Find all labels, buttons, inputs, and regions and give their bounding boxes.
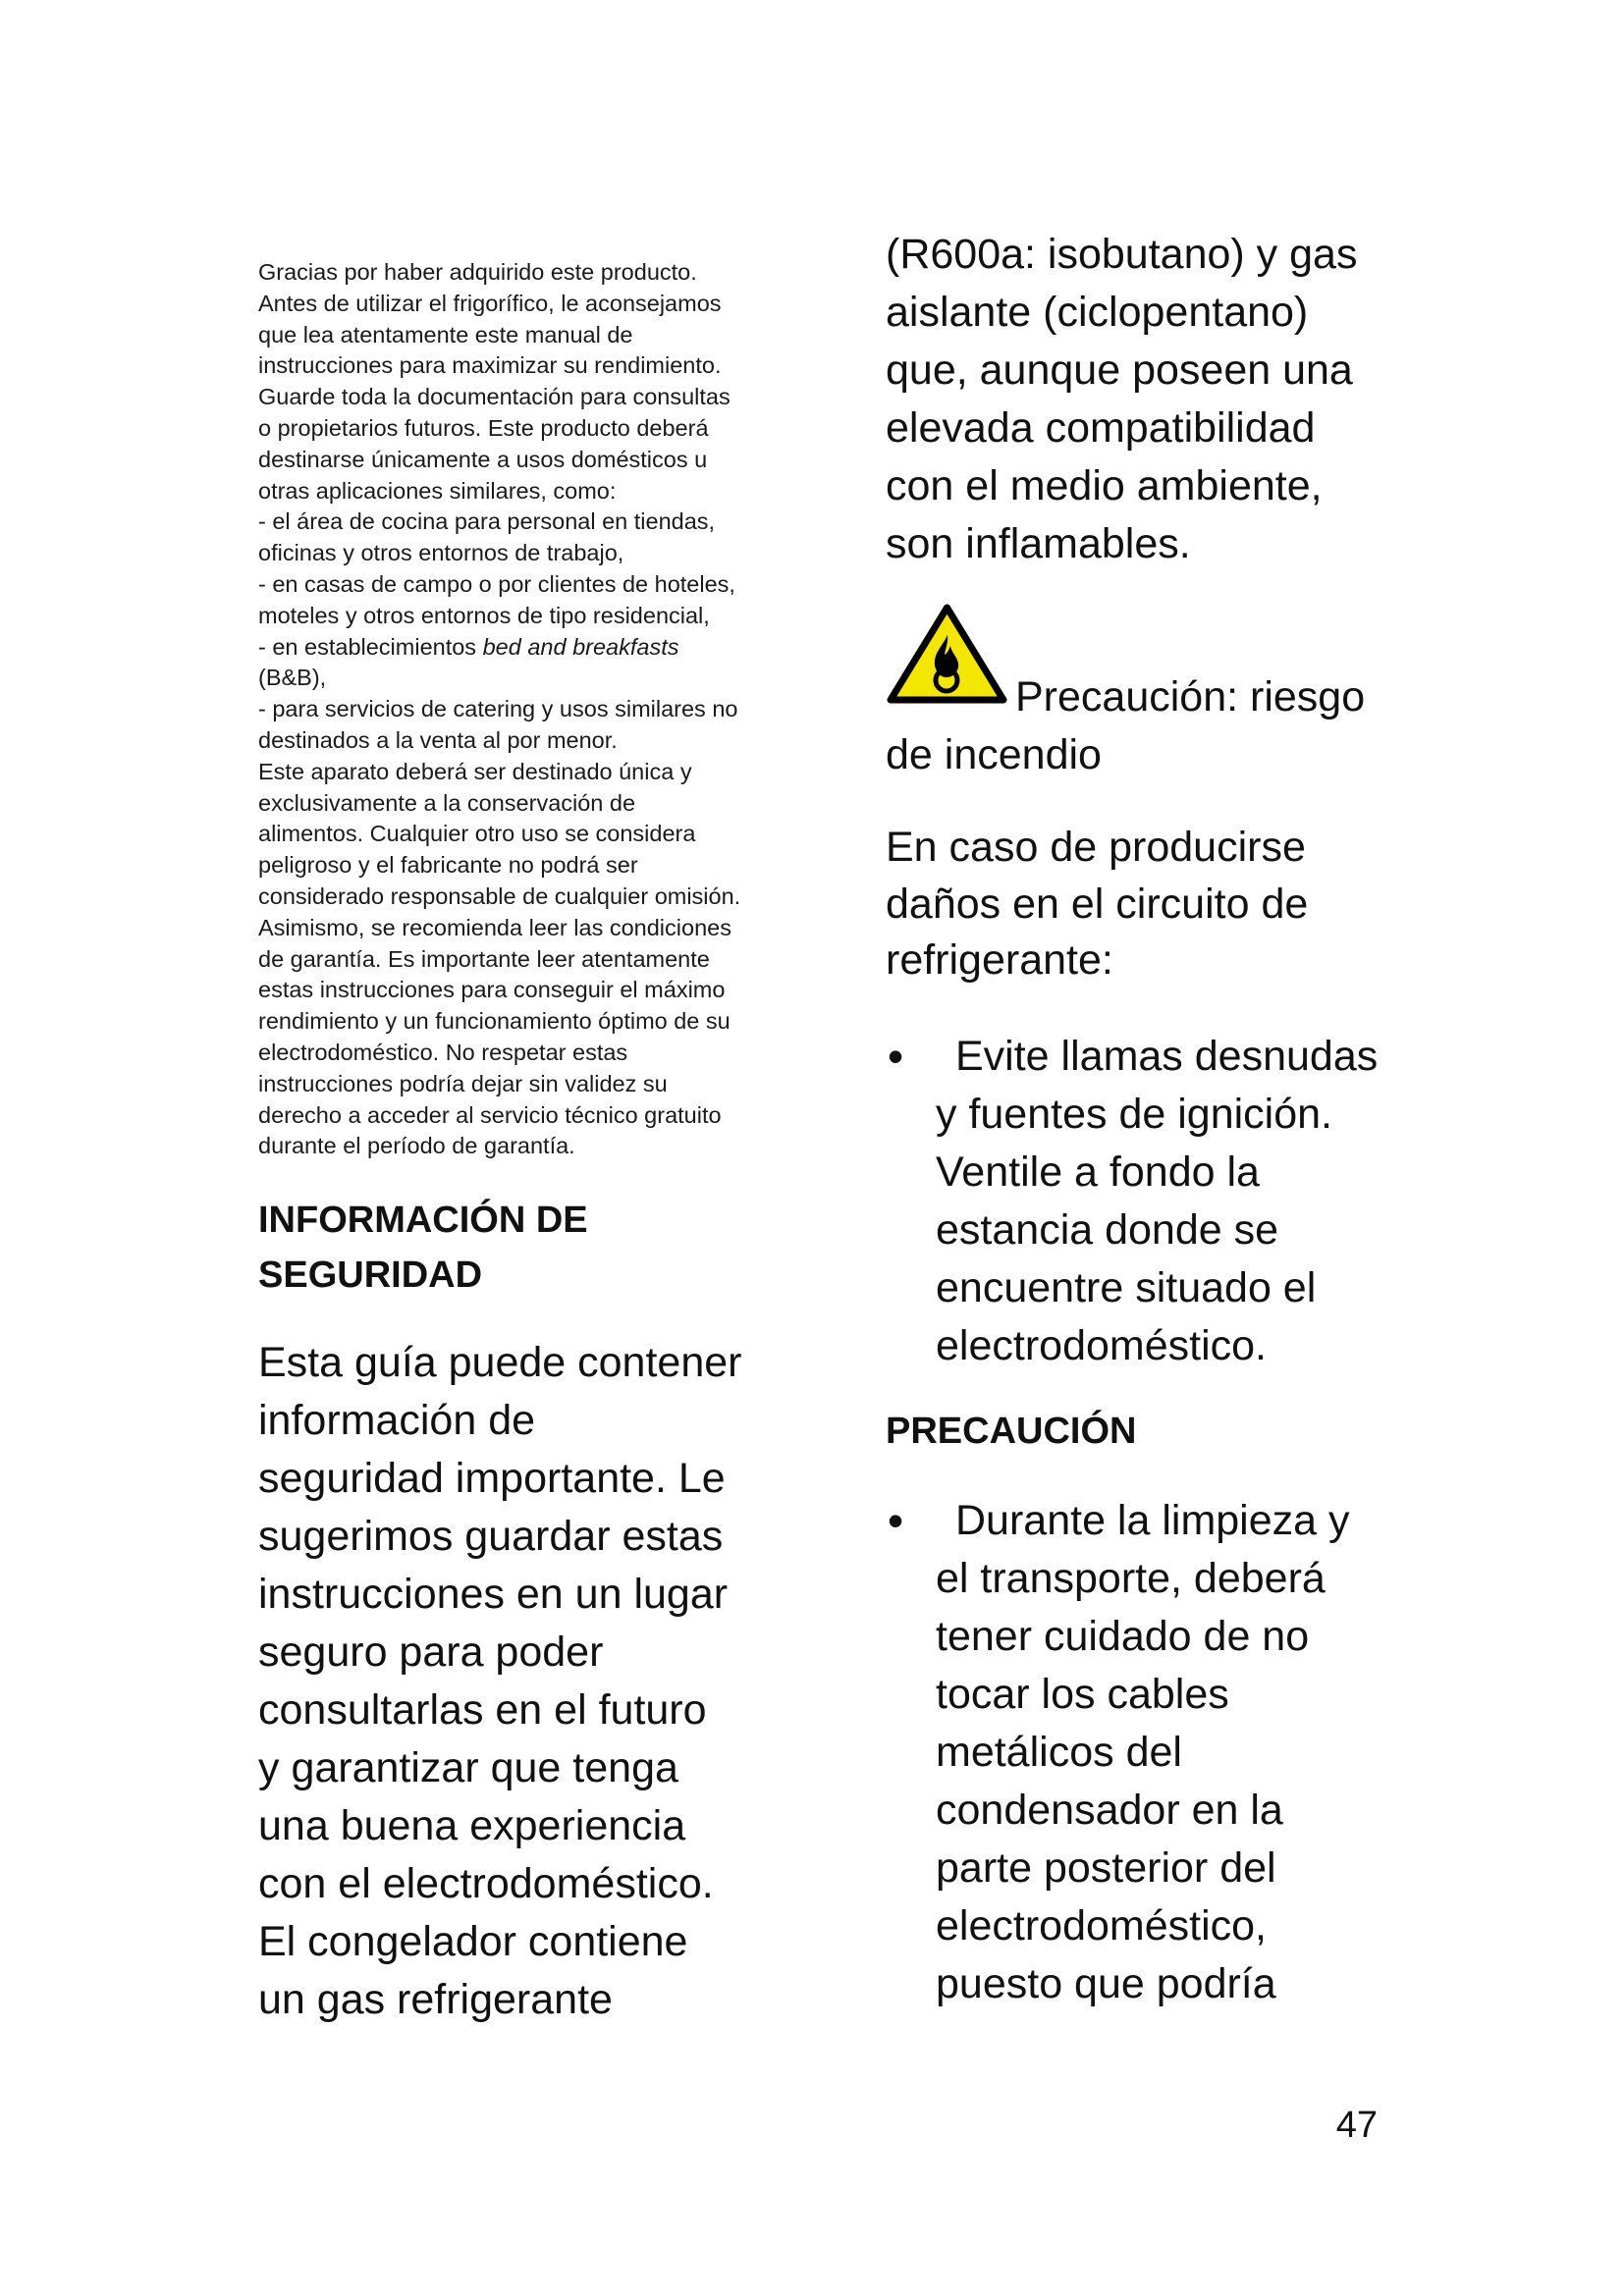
intro-line: Guarde toda la documentación para consultas — [258, 384, 731, 410]
intro-line: electrodoméstico. No respetar estas — [258, 1039, 628, 1065]
safety-paragraph-line: Esta guía puede contener — [258, 1339, 742, 1386]
bullet-line: el transporte, deberá — [936, 1555, 1326, 1602]
gas-paragraph-line: que, aunque poseen una — [886, 347, 1353, 394]
bullet-line: tocar los cables — [936, 1671, 1229, 1718]
bullet-line: electrodoméstico, — [936, 1902, 1267, 1949]
caution-heading: PRECAUCIÓN — [886, 1411, 1137, 1452]
section-heading-line: SEGURIDAD — [258, 1255, 483, 1296]
intro-line: de garantía. Es importante leer atentamente — [258, 945, 710, 972]
safety-paragraph-line: y garantizar que tenga — [258, 1744, 678, 1791]
section-heading-line: INFORMACIÓN DE — [258, 1200, 588, 1241]
safety-paragraph-line: consultarlas en el futuro — [258, 1686, 707, 1734]
damage-paragraph-line: refrigerante: — [886, 936, 1113, 984]
intro-line: instrucciones para maximizar su rendimiento. — [258, 352, 722, 379]
intro-line: otras aplicaciones similares, como: — [258, 477, 617, 504]
safety-paragraph-line: seguridad importante. Le — [258, 1455, 726, 1502]
intro-line: Asimismo, se recomienda leer las condiciones — [258, 914, 731, 940]
gas-paragraph-line: con el medio ambiente, — [886, 462, 1323, 509]
safety-information-heading — [258, 1193, 588, 1303]
intro-line: destinados a la venta al por menor. — [258, 726, 618, 753]
bullet-line: puesto que podría — [936, 1960, 1276, 2007]
intro-line: peligroso y el fabricante no podrá ser — [258, 852, 638, 879]
intro-line: Este aparato deberá ser destinado única y — [258, 758, 692, 784]
safety-paragraph-line: una buena experiencia — [258, 1802, 686, 1849]
bullet-marker: • — [888, 1031, 904, 1082]
bullet-line: y fuentes de ignición. — [936, 1091, 1332, 1138]
gas-paragraph-line: aislante (ciclopentano) — [886, 289, 1309, 336]
bullet-line: encuentre situado el — [936, 1264, 1317, 1311]
safety-paragraph-line: instrucciones en un lugar — [258, 1571, 729, 1618]
intro-line: alimentos. Cualquier otro uso se considera — [258, 821, 696, 847]
intro-line — [258, 632, 740, 664]
intro-line: oficinas y otros entornos de trabajo, — [258, 540, 624, 566]
safety-paragraph-line: seguro para poder — [258, 1629, 604, 1676]
intro-line: derecho a acceder al servicio técnico gratuito — [258, 1101, 722, 1128]
intro-line: o propietarios futuros. Este producto deberá — [258, 414, 709, 441]
bullet-item-cleaning-transport — [888, 1492, 1350, 2013]
intro-line: - para servicios de catering y usos similares no — [258, 696, 738, 722]
intro-line: considerado responsable de cualquier omisión. — [258, 882, 741, 909]
bullet-line: condensador en la — [936, 1787, 1283, 1834]
intro-line-text: - en establecimientos — [258, 633, 483, 660]
intro-line: - el área de cocina para personal en tiendas, — [258, 508, 716, 535]
intro-line: estas instrucciones para conseguir el máximo — [258, 977, 726, 1003]
safety-paragraph-line: un gas refrigerante — [258, 1976, 613, 2023]
intro-line: Antes de utilizar el frigorífico, le aconsejamos — [258, 290, 722, 316]
flammable-warning-icon — [886, 602, 1008, 706]
intro-line: rendimiento y un funcionamiento óptimo de su — [258, 1008, 731, 1035]
bullet-item-avoid-flames — [888, 1028, 1379, 1375]
intro-line: (B&B), — [258, 665, 327, 691]
intro-line: exclusivamente a la conservación de — [258, 789, 636, 816]
bullet-line: parte posterior del — [936, 1844, 1276, 1892]
bullet-line: estancia donde se — [936, 1206, 1279, 1254]
damage-paragraph-line: daños en el circuito de — [886, 880, 1309, 928]
intro-line: destinarse únicamente a usos domésticos u — [258, 446, 708, 472]
fire-risk-caution-title: de incendio — [886, 731, 1102, 778]
bullet-line: Ventile a fondo la — [936, 1148, 1260, 1196]
safety-paragraph-line: información de — [258, 1397, 536, 1444]
safety-paragraph-line: sugerimos guardar estas — [258, 1513, 724, 1560]
bullet-text — [936, 1492, 1350, 2013]
safety-paragraph-line: con el electrodoméstico. — [258, 1860, 714, 1907]
intro-line: instrucciones podría dejar sin validez su — [258, 1070, 668, 1096]
bullet-line: metálicos del — [936, 1729, 1182, 1776]
bullet-line: electrodoméstico. — [936, 1322, 1267, 1369]
intro-line-italic-text: bed and breakfasts — [482, 633, 679, 660]
intro-line: durante el período de garantía. — [258, 1133, 575, 1159]
intro-paragraph — [258, 257, 740, 1162]
bullet-marker: • — [888, 1495, 904, 1546]
bullet-line: Evite llamas desnudas — [955, 1033, 1379, 1080]
fire-risk-caution-title: Precaución: riesgo — [1015, 673, 1366, 721]
safety-guide-paragraph — [258, 1334, 741, 2029]
intro-line: que lea atentamente este manual de — [258, 321, 633, 347]
gas-paragraph-line: (R600a: isobutano) y gas — [886, 231, 1358, 278]
gas-paragraph-line: son inflamables. — [886, 520, 1191, 567]
intro-line: Gracias por haber adquirido este producto. — [258, 259, 697, 285]
bullet-line: Durante la limpieza y — [955, 1497, 1350, 1544]
safety-paragraph-line: El congelador contiene — [258, 1918, 688, 1965]
bullet-line: tener cuidado de no — [936, 1613, 1310, 1660]
intro-line: moteles y otros entornos de tipo residencial, — [258, 602, 710, 628]
gas-paragraph-line: elevada compatibilidad — [886, 404, 1316, 452]
refrigerant-gas-paragraph — [886, 226, 1357, 573]
page-number: 47 — [1335, 2105, 1378, 2146]
flammable-warning-graphic — [886, 602, 1008, 706]
circuit-damage-paragraph — [886, 820, 1308, 989]
intro-line: - en casas de campo o por clientes de hoteles, — [258, 570, 735, 597]
damage-paragraph-line: En caso de producirse — [886, 824, 1306, 871]
bullet-text — [936, 1028, 1378, 1375]
